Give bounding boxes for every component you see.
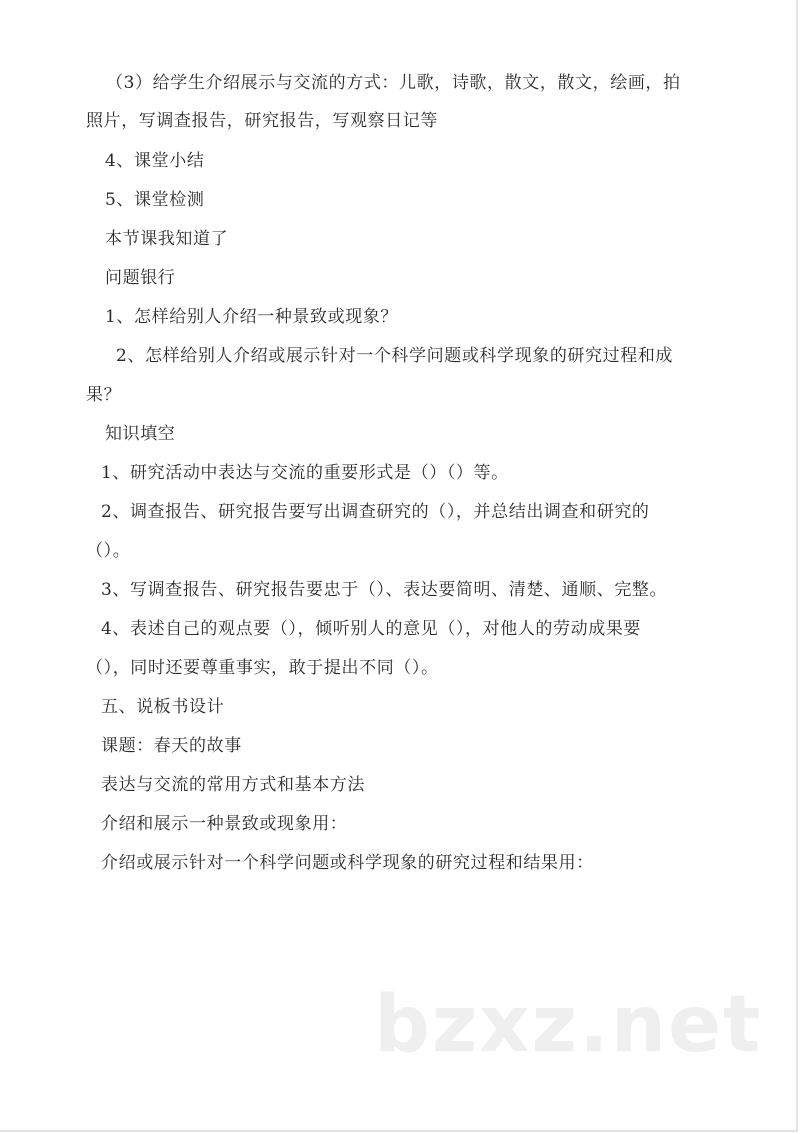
paragraph-display-methods: （3）给学生介绍展示与交流的方式：儿歌，诗歌，散文，散文，绘画，拍	[106, 73, 681, 93]
question-2: 2、怎样给别人介绍或展示针对一个科学问题或科学现象的研究过程和成	[116, 346, 674, 366]
blank-item-2: 2、调查报告、研究报告要写出调查研究的（），并总结出调查和研究的	[101, 502, 650, 522]
heading-fill-in-blanks: 知识填空	[105, 424, 176, 444]
heading-question-bank: 问题银行	[105, 268, 176, 288]
board-line-phenomenon: 介绍和展示一种景致或现象用：	[101, 814, 348, 834]
paragraph-display-methods-cont: 照片，写调查报告，研究报告，写观察日记等	[86, 111, 438, 131]
heading-class-summary: 4、课堂小结	[105, 151, 205, 171]
blank-item-1: 1、研究活动中表达与交流的重要形式是（）（）等。	[101, 463, 509, 483]
blank-item-3: 3、写调查报告、研究报告要忠于（）、表达要简明、清楚、通顺、完整。	[101, 580, 668, 600]
blank-item-4: 4、表述自己的观点要（），倾听别人的意见（），对他人的劳动成果要	[101, 619, 642, 639]
board-line-research: 介绍或展示针对一个科学问题或科学现象的研究过程和结果用：	[101, 853, 594, 873]
blank-item-4-cont: （），同时还要尊重事实，敢于提出不同（）。	[86, 658, 439, 678]
question-2-cont: 果？	[86, 385, 122, 405]
heading-class-test: 5、课堂检测	[105, 190, 205, 210]
blank-item-2-cont: （）。	[86, 541, 131, 561]
question-1: 1、怎样给别人介绍一种景致或现象？	[105, 307, 399, 327]
label-learned-today: 本节课我知道了	[105, 229, 229, 249]
heading-board-design: 五、说板书设计	[101, 697, 225, 717]
board-line-methods: 表达与交流的常用方式和基本方法	[101, 775, 365, 795]
watermark-logo: bzxz.net	[374, 980, 763, 1070]
lesson-title: 课题：春天的故事	[101, 736, 242, 756]
